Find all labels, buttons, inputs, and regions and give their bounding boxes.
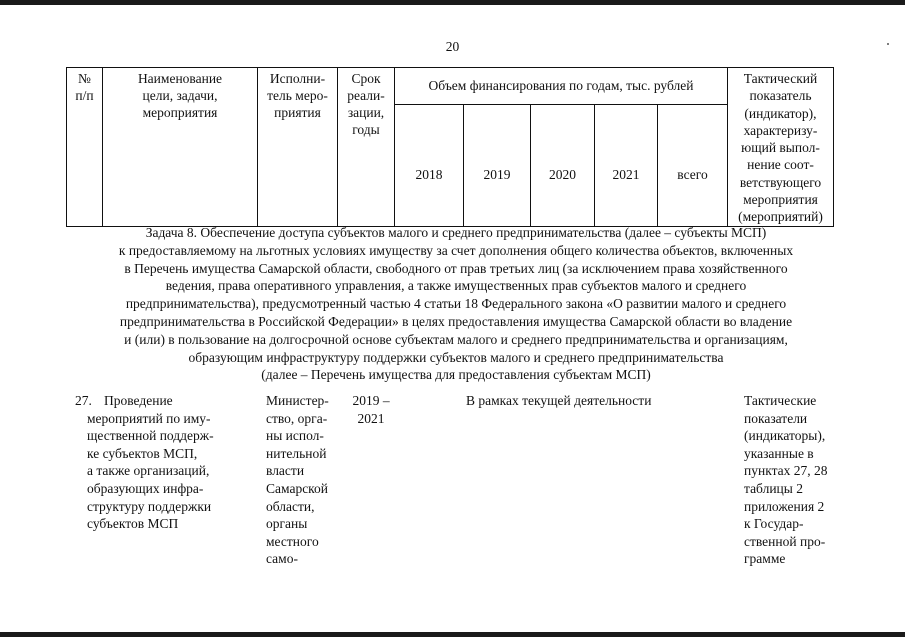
row27-name-line: а также организаций, <box>87 463 210 479</box>
header-executor-line: тель меро- <box>267 88 328 103</box>
header-name-cell <box>103 68 258 227</box>
row27-name-line: образующих инфра- <box>87 480 204 496</box>
row27-term-line: 2019 – <box>352 393 390 408</box>
header-indicator-line: (индикатор), <box>744 105 817 121</box>
row27-indicator-line: грамме <box>744 551 786 567</box>
row27-executor-line: области, <box>266 498 315 514</box>
row27-indicator-line: Тактические <box>744 393 817 408</box>
header-indicator-line: характеризу- <box>743 122 818 138</box>
row27-indicator-line: приложения 2 <box>744 498 825 514</box>
header-year-total: всего <box>658 104 728 226</box>
task-line: Задача 8. Обеспечение доступа субъектов малого и среднего предпринимательства (далее – субъекты МСП) <box>145 225 767 240</box>
row27-executor <box>266 392 340 568</box>
header-term-line: Срок <box>351 71 381 86</box>
header-executor-line: Исполни- <box>269 71 326 86</box>
row27-indicator-line: к Государ- <box>744 516 804 532</box>
row27-name-line: щественной поддерж- <box>87 428 214 444</box>
header-name-line: цели, задачи, <box>142 88 218 103</box>
row27-name-line: Проведение <box>104 393 173 408</box>
row27-term-line: 2021 <box>357 410 385 426</box>
header-term-cell <box>338 68 395 227</box>
row27-indicator-line: указанные в <box>744 445 814 461</box>
header-indicator-line: ющий выпол- <box>741 140 820 156</box>
task-line: (далее – Перечень имущества для предоставления субъектам МСП) <box>261 367 651 383</box>
row27-executor-line: органы <box>266 516 308 532</box>
row27-executor-line: ны испол- <box>266 428 324 444</box>
header-year-2019: 2019 <box>464 104 531 226</box>
row27-executor-line: местного <box>266 533 319 549</box>
bottom-scan-border <box>0 632 905 637</box>
header-indicator-line: показатель <box>749 88 812 104</box>
task-8-description <box>66 224 846 384</box>
header-indicator-line: (мероприятий) <box>738 209 823 225</box>
header-executor-cell <box>258 68 338 227</box>
header-year-2021: 2021 <box>595 104 658 226</box>
task-line: и (или) в пользование на долгосрочной основе субъектам малого и среднего предпринимательства и организациям, <box>124 331 788 347</box>
row27-indicator-line: таблицы 2 <box>744 480 803 496</box>
task-line: предпринимательства), предусмотренный частью 4 статьи 18 Федерального закона «О развитии малого и среднего <box>125 296 787 312</box>
header-indicator-line: Тактический <box>743 71 818 86</box>
header-num-line: п/п <box>75 88 94 103</box>
header-num-line: № <box>78 71 91 86</box>
header-name-line: мероприятия <box>142 105 218 120</box>
row27-executor-line: нительной <box>266 445 327 461</box>
header-num-cell <box>67 68 103 227</box>
task-line: ведения, права оперативного управления, а также имущественных прав субъектов малого и среднего <box>165 278 747 294</box>
row27-indicator-line: ственной про- <box>744 533 826 549</box>
row27-funding: В рамках текущей деятельности <box>466 393 652 408</box>
row27-executor-line: Самарской <box>266 480 329 496</box>
row27-number: 27. <box>75 393 92 408</box>
row27-indicator-line: показатели <box>744 410 808 426</box>
row27-indicator <box>744 392 844 568</box>
task-line: в Перечень имущества Самарской области, свободного от прав третьих лиц (за исключением права хозяйственного <box>124 260 788 276</box>
header-indicator-line: ветствующего <box>739 174 822 190</box>
header-year-2018: 2018 <box>395 104 464 226</box>
row27-executor-line: само- <box>266 551 298 567</box>
row27-executor-line: власти <box>266 463 305 479</box>
header-year-2020: 2020 <box>531 104 595 226</box>
header-funding-title: Объем финансирования по годам, тыс. рублей <box>395 68 728 105</box>
row27-name-line: структуру поддержки <box>87 498 212 514</box>
top-scan-border <box>0 0 905 5</box>
header-indicator-line: мероприятия <box>743 192 818 208</box>
task-line: к предоставляемому на льготных условиях имуществу за счет дополнения общего количества объектов, включенных <box>118 242 794 258</box>
header-executor-line: приятия <box>274 105 321 120</box>
row27-name-line: мероприятий по иму- <box>87 410 211 426</box>
row27-indicator-line: пунктах 27, 28 <box>744 463 828 479</box>
header-indicator-cell <box>728 68 834 227</box>
page-number: 20 <box>445 39 460 54</box>
row27-indicator-line: (индикаторы), <box>744 428 826 444</box>
task-line: предпринимательства в Российской Федерации» в целях предоставления имущества Самарской области во владение <box>119 313 793 329</box>
header-name-line: Наименование <box>137 71 223 86</box>
header-term-line: реали- <box>347 88 385 103</box>
row27-name-line: субъектов МСП <box>87 516 179 532</box>
row27-name <box>87 392 257 533</box>
header-term-line: годы <box>352 122 380 137</box>
row27-name-line: ке субъектов МСП, <box>87 445 198 461</box>
header-term-line: зации, <box>347 105 385 120</box>
header-indicator-line: нение соот- <box>747 157 814 173</box>
header-table <box>66 67 834 227</box>
row27-executor-line: Министер- <box>266 393 329 408</box>
task-line: образующим инфраструктуру поддержки субъектов малого и среднего предпринимательства <box>188 349 724 365</box>
row27-executor-line: ство, орга- <box>266 410 328 426</box>
row27-term <box>352 392 390 427</box>
